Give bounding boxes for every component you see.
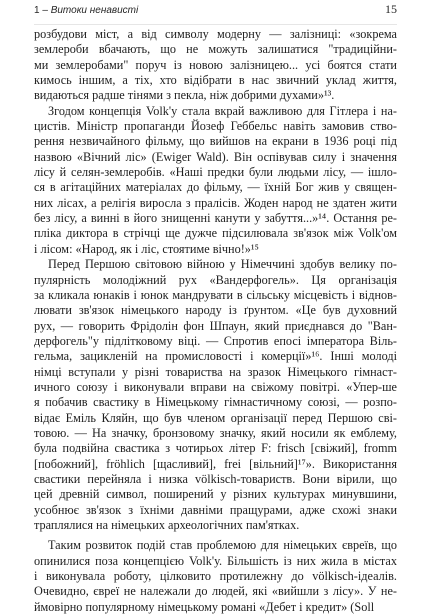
text-line: Згодом концепція Volk'у стала вкрай важливою для Гітлера і на-	[48, 103, 397, 118]
text-line: них лісах, а релігія виросла з пралісів. Жоден народ не здатен жити	[34, 195, 397, 210]
paragraph	[34, 538, 397, 615]
text-line: Таким розвиток подій став проблемою для німецьких євреїв, що	[48, 538, 397, 553]
text-line: усобнює зв'язок з їхніми давніми пращурами, адже схожі знаки	[34, 502, 397, 517]
text-line: назвою «Вічний ліс» (Ewiger Wald). Він оспівував силу і значення	[34, 149, 397, 164]
text-line: я побачив свастику в Німецькому гімнастичному союзі, — розпо-	[34, 395, 397, 410]
text-line: ми землеробами" поруч із новою залізницею... усі боятся стати	[34, 57, 397, 72]
text-line: і лісом: «Народ, як і ліс, стоятиме вічно!»¹⁵	[34, 241, 259, 256]
text-line: землероби вбачають, що не можуть залишатися "традиційни-	[34, 42, 397, 57]
text-line: пліка диктора в стрічці ще дужче підсилювала зв'язок між Volk'ом	[34, 226, 397, 241]
text-line: видаються радше тінями з пекла, ніж добрими духами»¹³.	[34, 88, 335, 103]
text-line: розбудови міст, а від символу модерну — залізниці: «зокрема	[34, 27, 397, 41]
text-line: була подвійна свастика з чотирьох літер F: frisch [свіжий], fromm	[34, 441, 397, 456]
text-line: рух, — говорить Фрідолін фон Шпаун, який приєднався до "Ван-	[34, 318, 397, 333]
paragraph	[34, 257, 397, 533]
page-number: 15	[385, 2, 397, 16]
text-line: відає Еміль Кляйн, що був членом організації перед Першою сві-	[34, 410, 397, 425]
text-line: цей древній символ, поширений у різних культурах минувшини,	[34, 487, 397, 502]
text-line: без лісу, а винні в його знищенні канути у забуття...»¹⁴. Остання ре-	[34, 211, 397, 226]
chapter-title: Витоки ненависті	[50, 5, 139, 16]
text-line: Перед Першою світовою війною у Німеччині здобув велику по-	[48, 257, 397, 272]
chapter-heading	[34, 5, 138, 16]
body-text	[34, 27, 397, 615]
text-line: пулярність молодіжний рух «Вандерфогель». Ця організація	[34, 272, 397, 287]
chapter-separator: –	[42, 5, 48, 16]
text-line: опинилися поза концепцією Volk'у. Більшість із них жила в містах	[34, 553, 397, 568]
text-line: ся в агітаційних матеріалах до фільму, — їхній Бог жив у священ-	[34, 180, 397, 195]
chapter-number: 1	[34, 5, 40, 16]
text-line: кимось іншим, а тіх, хто відібрати в нас звичний уклад життя,	[34, 73, 397, 88]
text-line: Очевидно, євреї не належали до людей, які «вийшли з лісу». У не-	[34, 584, 397, 599]
text-line: лісу й селян-землеробів. «Наші предки були людьми лісу, — ішло-	[34, 165, 397, 180]
paragraph	[34, 27, 397, 104]
text-line: німці вступали у різні товариства на зразок Німецького гімнаст-	[34, 364, 397, 379]
paragraph	[34, 104, 397, 257]
text-line: гельма, зацикленій на промисловості і комерції»¹⁶. Інші молоді	[34, 349, 397, 364]
text-line: за кликала юнаків і юнок мандрувати в сільську місцевість і віднов-	[34, 287, 397, 302]
text-line: і виконувала роботу, цілковито протилежну до völkisch-ідеалів.	[34, 569, 397, 584]
text-line: траплялися на німецьких археологічних пам'ятках.	[34, 518, 300, 532]
text-line: лювати зв'язок німецького народу із ґрунтом. «Це був духовний	[34, 303, 397, 318]
text-line: товою. — На значку, бронзовому значку, який носили як емблему,	[34, 425, 397, 440]
text-line: ичного союзу і виконували вправи на свіжому повітрі. «Упер-ше	[34, 379, 397, 394]
text-line: рення незвичайного фільму, що вийшов на екрани в 1936 році під	[34, 134, 397, 149]
text-line: цистів. Міністр пропаганди Йозеф Геббельс навіть замовив ство-	[34, 119, 397, 134]
text-line: ймовірно популярному німецькому романі «Дебет і кредит» (Soll	[34, 599, 375, 614]
running-header	[34, 0, 397, 25]
text-line: дерфогель"у підлітковому віці. — Спротив епосі імператора Віль-	[34, 333, 397, 348]
text-line: [побожний], fröhlich [щасливий], frei [вільний]¹⁷». Використання	[34, 456, 397, 471]
text-line: свастики перейняла і низка völkisch-товариств. Вони вірили, що	[34, 471, 397, 486]
